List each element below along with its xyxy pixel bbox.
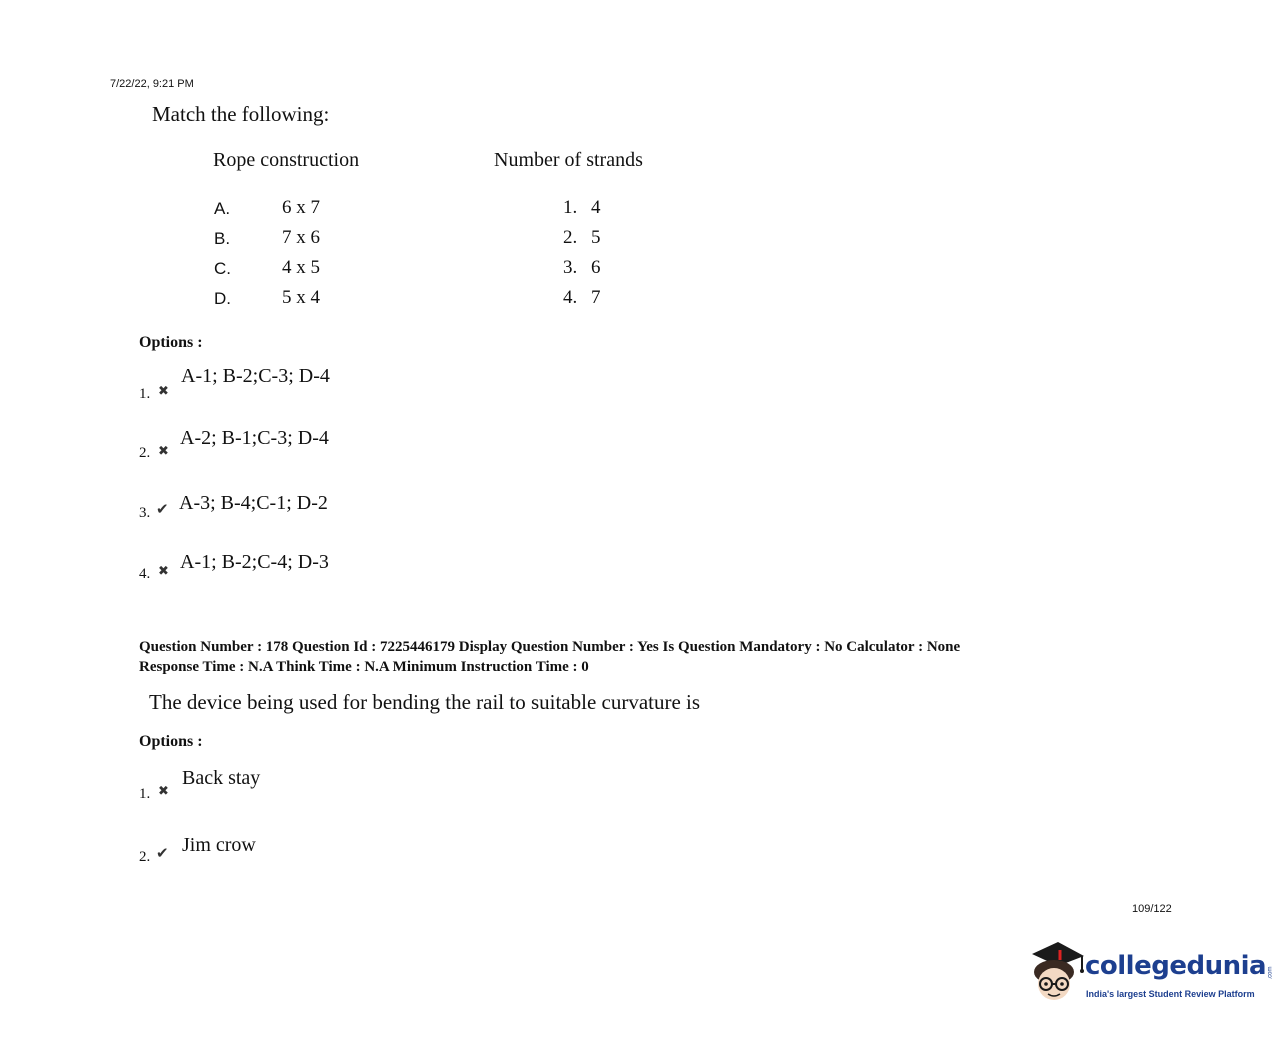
cross-icon: ✖ bbox=[158, 783, 169, 798]
row-value: 6 bbox=[591, 257, 601, 278]
option-number: 2. bbox=[139, 849, 151, 865]
row-letter: A. bbox=[214, 199, 231, 218]
mascot-icon bbox=[1024, 940, 1088, 1008]
check-icon: ✔ bbox=[156, 846, 169, 862]
question-prompt: Match the following: bbox=[152, 102, 330, 126]
cross-icon: ✖ bbox=[158, 383, 169, 398]
row-letter: D. bbox=[214, 289, 231, 308]
option-text: A-1; B-2;C-3; D-4 bbox=[181, 365, 330, 387]
page-number: 109/122 bbox=[1132, 903, 1172, 915]
cross-icon: ✖ bbox=[158, 443, 169, 458]
option-text: A-1; B-2;C-4; D-3 bbox=[180, 551, 329, 573]
row-num: 1. bbox=[563, 197, 578, 218]
print-timestamp: 7/22/22, 9:21 PM bbox=[110, 78, 194, 90]
options-label: Options : bbox=[139, 334, 203, 351]
option-text: Jim crow bbox=[182, 834, 256, 856]
row-value: 7 bbox=[591, 287, 601, 308]
row-letter: B. bbox=[214, 229, 231, 248]
check-icon: ✔ bbox=[156, 502, 169, 518]
row-value: 4 bbox=[591, 197, 601, 218]
row-item: 4 x 5 bbox=[282, 257, 320, 278]
row-value: 5 bbox=[591, 227, 601, 248]
option-text: A-2; B-1;C-3; D-4 bbox=[180, 427, 329, 449]
option-number: 2. bbox=[139, 445, 151, 461]
cross-icon: ✖ bbox=[158, 563, 169, 578]
brand-logo-text: collegedunia bbox=[1085, 951, 1267, 981]
brand-logo-suffix: .com bbox=[1267, 966, 1274, 980]
option-number: 3. bbox=[139, 505, 151, 521]
option-number: 1. bbox=[139, 786, 151, 802]
options-label: Options : bbox=[139, 733, 203, 750]
question-prompt: The device being used for bending the rail to suitable curvature is bbox=[149, 690, 701, 714]
column-header-right: Number of strands bbox=[494, 149, 643, 171]
row-letter: C. bbox=[214, 259, 231, 278]
row-num: 4. bbox=[563, 287, 578, 308]
option-text: Back stay bbox=[182, 767, 261, 789]
option-number: 1. bbox=[139, 386, 151, 402]
option-number: 4. bbox=[139, 566, 151, 582]
row-item: 7 x 6 bbox=[282, 227, 320, 248]
column-header-left: Rope construction bbox=[213, 149, 360, 171]
question-meta-line1: Question Number : 178 Question Id : 7225446179 Display Question Number : Yes Is Question Mandatory : No Calculator : None bbox=[139, 639, 961, 655]
row-num: 2. bbox=[563, 227, 578, 248]
row-num: 3. bbox=[563, 257, 578, 278]
row-item: 5 x 4 bbox=[282, 287, 320, 308]
row-item: 6 x 7 bbox=[282, 197, 320, 218]
question-meta-line2: Response Time : N.A Think Time : N.A Minimum Instruction Time : 0 bbox=[139, 659, 589, 675]
option-text: A-3; B-4;C-1; D-2 bbox=[179, 492, 328, 514]
brand-tagline: India's largest Student Review Platform bbox=[1086, 989, 1255, 999]
